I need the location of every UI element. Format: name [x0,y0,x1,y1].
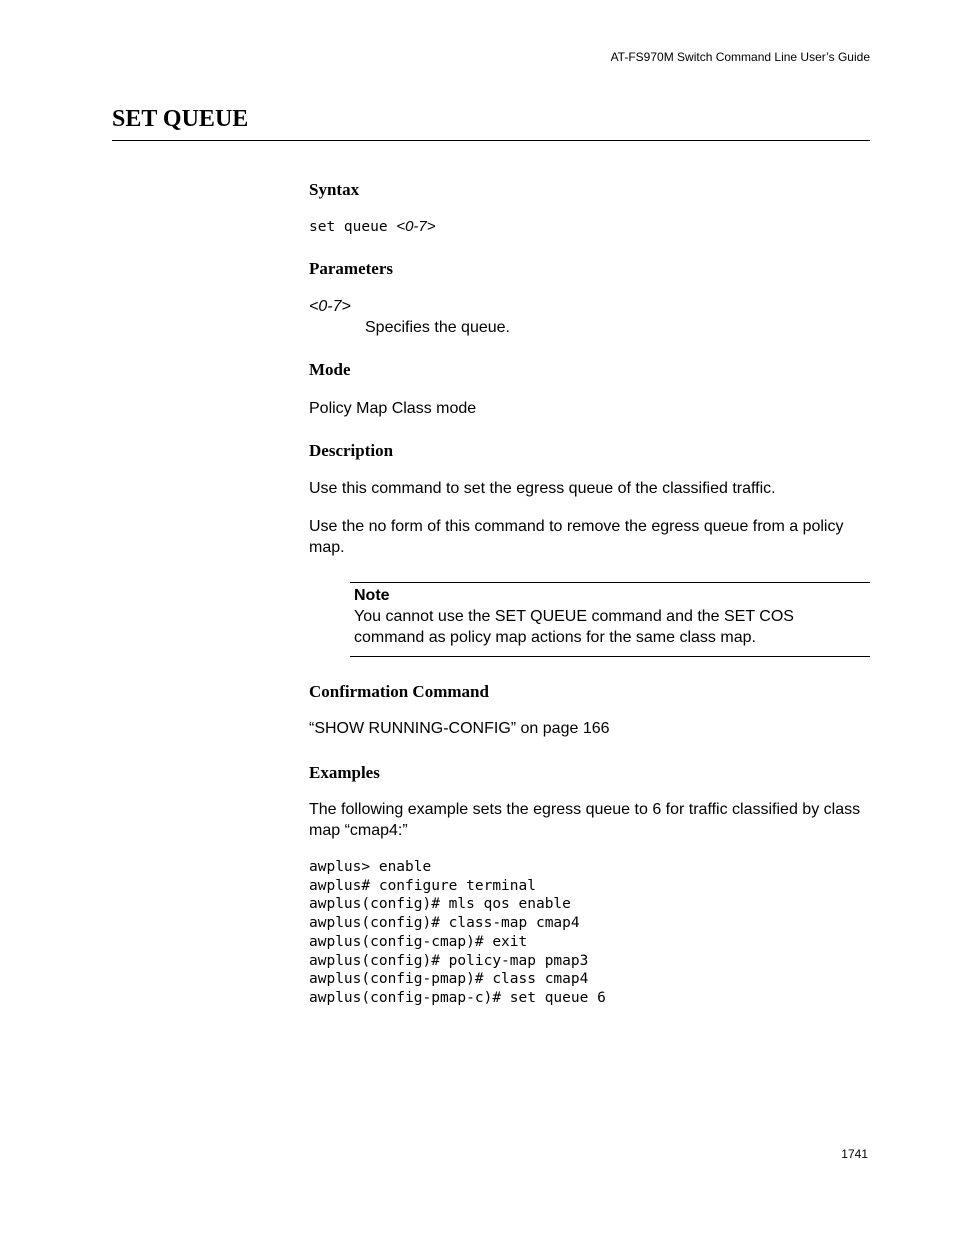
running-header: AT-FS970M Switch Command Line User’s Guide [610,50,870,64]
confirmation-heading: Confirmation Command [309,682,489,701]
note-label: Note [354,587,390,604]
example-code-block [309,858,606,1008]
examples-heading: Examples [309,763,380,782]
syntax-command: set queue [309,219,397,235]
page-number: 1741 [841,1147,868,1161]
note-box [350,582,870,657]
code-line: awplus# configure terminal [309,877,536,894]
syntax-heading: Syntax [309,180,360,199]
mode-heading: Mode [309,360,351,379]
code-line: awplus(config)# class-map cmap4 [309,915,580,932]
description-paragraph-2: Use the no form of this command to remove the egress queue from a policy map. [309,518,844,556]
parameter-description: Specifies the queue. [365,319,510,336]
description-heading: Description [309,441,394,460]
syntax-line [309,217,436,237]
page-title: SET QUEUE [112,106,249,132]
note-text: You cannot use the SET QUEUE command and the SET COS command as policy map actions for the same class map. [354,608,794,646]
mode-text: Policy Map Class mode [309,400,477,417]
parameter-name: <0-7> [309,298,351,315]
code-line: awplus(config)# policy-map pmap3 [309,952,589,969]
code-line: awplus(config)# mls qos enable [309,896,571,913]
confirmation-link[interactable]: “SHOW RUNNING-CONFIG” on page 166 [309,720,610,737]
code-line: awplus> enable [309,859,432,875]
code-line: awplus(config-pmap)# class cmap4 [309,971,589,988]
code-line: awplus(config-pmap-c)# set queue 6 [309,989,606,1006]
title-divider [112,140,870,141]
code-line: awplus(config-cmap)# exit [309,933,528,950]
syntax-argument: <0-7> [396,218,436,235]
examples-intro: The following example sets the egress queue to 6 for traffic classified by class map “cmap4:” [309,801,861,839]
description-paragraph-1: Use this command to set the egress queue of the classified traffic. [309,480,776,497]
parameters-heading: Parameters [309,259,394,278]
